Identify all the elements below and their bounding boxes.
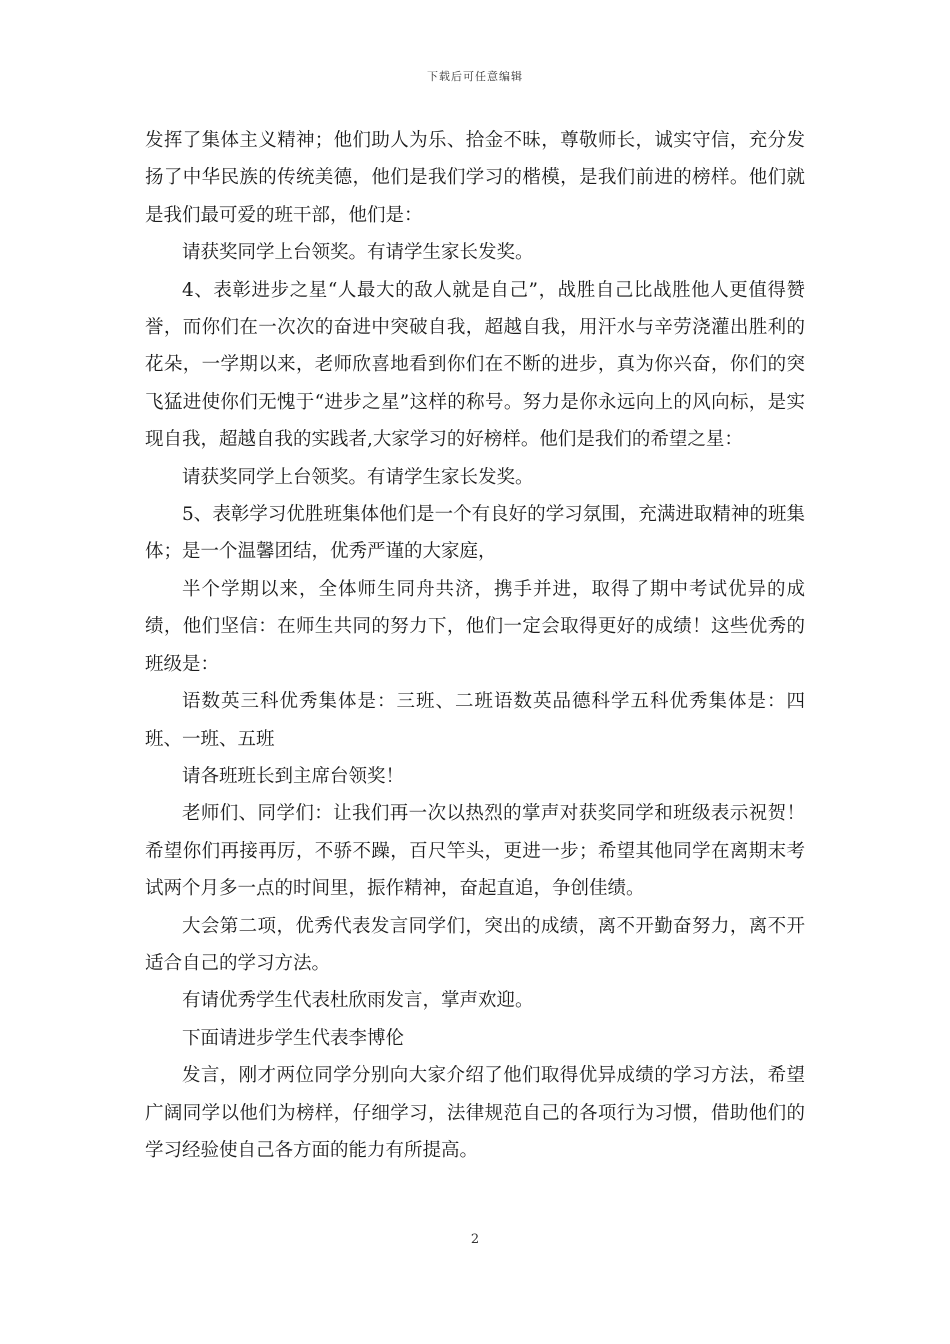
paragraph-3: 4、表彰进步之星“人最大的敌人就是自己”，战胜自己比战胜他人更值得赞誉，而你们在一次次的奋进中突破自我，超越自我，用汗水与辛劳浇灌出胜利的花朵，一学期以来，老师欣喜地看到你们在不断的进步，真为你兴奋，你们的突飞猛进使你们无愧于“进步之星”这样的称号。努力是你永远向上的风向标，是实现自我，超越自我的实践者,大家学习的好榜样。他们是我们的希望之星：	[145, 279, 805, 451]
paragraph-4: 请获奖同学上台领奖。有请学生家长发奖。	[182, 466, 534, 488]
paragraph-12: 下面请进步学生代表李博伦	[182, 1027, 405, 1049]
paragraph-6: 半个学期以来，全体师生同舟共济，携手并进，取得了期中考试优异的成绩，他们坚信：在师生共同的努力下，他们一定会取得更好的成绩！这些优秀的班级是：	[145, 578, 805, 675]
paragraph-13: 发言，刚才两位同学分别向大家介绍了他们取得优异成绩的学习方法，希望广阔同学以他们为榜样，仔细学习，法律规范自己的各项行为习惯，借助他们的学习经验使自己各方面的能力有所提高。	[145, 1065, 805, 1161]
paragraph-9: 老师们、同学们：让我们再一次以热烈的掌声对获奖同学和班级表示祝贺！希望你们再接再厉，不骄不躁，百尺竿头，更进一步；希望其他同学在离期末考试两个月多一点的时间里，振作精神，奋起直追，争创佳绩。	[145, 803, 805, 900]
paragraph-2: 请获奖同学上台领奖。有请学生家长发奖。	[182, 242, 534, 264]
paragraph-1: 发挥了集体主义精神；他们助人为乐、拾金不昧，尊敬师长，诚实守信，充分发扬了中华民族的传统美德，他们是我们学习的楷模，是我们前进的榜样。他们就是我们最可爱的班干部，他们是：	[145, 130, 805, 226]
page-header: 下载后可任意编辑	[427, 70, 523, 83]
paragraph-11: 有请优秀学生代表杜欣雨发言，掌声欢迎。	[182, 990, 534, 1012]
paragraph-8: 请各班班长到主席台领奖！	[182, 765, 405, 787]
paragraph-5: 5、表彰学习优胜班集体他们是一个有良好的学习氛围，充满进取精神的班集体；是一个温馨团结，优秀严谨的大家庭，	[145, 504, 805, 563]
document-body	[145, 122, 805, 1169]
paragraph-10: 大会第二项，优秀代表发言同学们，突出的成绩，离不开勤奋努力，离不开适合自己的学习方法。	[145, 915, 805, 974]
paragraph-7: 语数英三科优秀集体是：三班、二班语数英品德科学五科优秀集体是：四班、一班、五班	[145, 691, 805, 750]
page-number: 2	[470, 1232, 480, 1247]
